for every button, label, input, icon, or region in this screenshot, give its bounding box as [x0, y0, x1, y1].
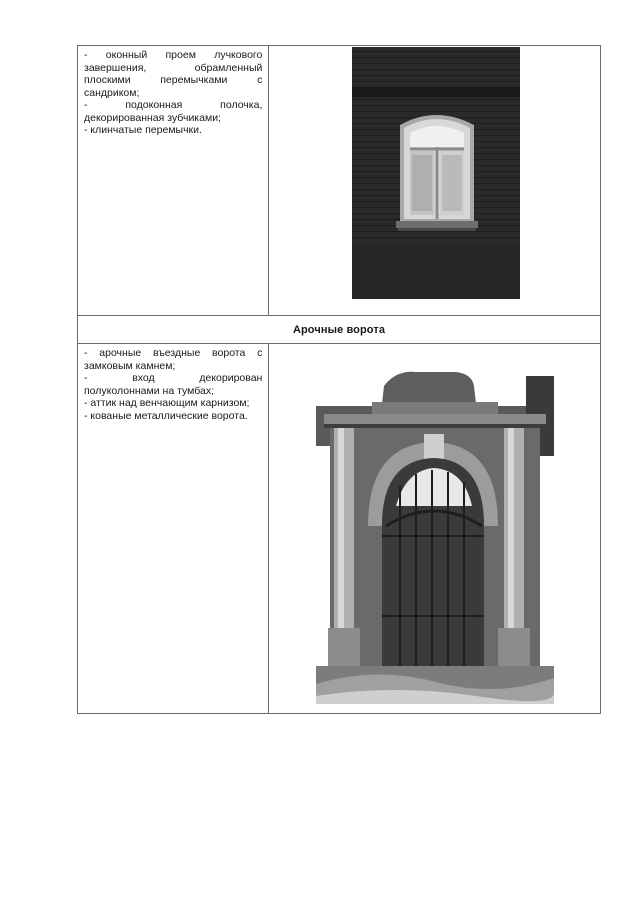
window-description-line: завершения, обрамленный [84, 61, 263, 74]
window-description-line: - подоконная полочка, [84, 99, 263, 111]
window-description-cell [78, 46, 269, 316]
section-heading: Арочные ворота [78, 316, 601, 344]
table-row-heading [78, 316, 601, 344]
window-description-line: - оконный проем лучкового [84, 49, 263, 61]
gate-description-line: - арочные въездные ворота с [84, 347, 263, 359]
gate-description-line: - аттик над венчающим карнизом; [84, 397, 250, 409]
table-row-window [78, 46, 601, 316]
gate-photo-cell [269, 344, 601, 714]
gate-description-cell [78, 344, 269, 714]
window-description-line: - клинчатые перемычки. [84, 124, 202, 136]
gate-description-line: - кованые металлические ворота. [84, 409, 248, 422]
table-row-gate [78, 344, 601, 714]
window-description-line: декорированная зубчиками; [84, 111, 221, 124]
window-photo [352, 47, 520, 299]
window-description-line: плоскими перемычками с [84, 74, 263, 86]
gate-description-line: полуколоннами на тумбах; [84, 384, 215, 397]
gate-description-line: замковым камнем; [84, 359, 176, 372]
gate-description-line: - вход декорирован [84, 372, 263, 384]
window-description-line: сандриком; [84, 86, 140, 99]
feature-table [77, 45, 601, 714]
gate-photo [316, 366, 554, 704]
window-photo-cell [269, 46, 601, 316]
